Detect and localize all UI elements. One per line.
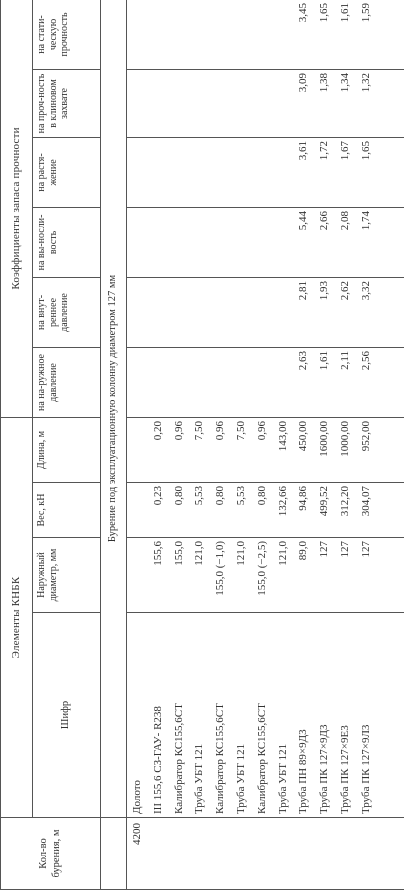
cell-wedge	[189, 73, 210, 134]
cell-weight: 304,07	[359, 486, 372, 517]
cell-inner	[210, 281, 231, 344]
cell-endurance	[273, 211, 294, 274]
cell-endurance	[127, 211, 148, 274]
cell-inner	[127, 281, 148, 344]
cell-static	[189, 3, 210, 66]
cell-outer	[231, 351, 252, 414]
cell-code: Труба УБТ 121	[234, 743, 247, 814]
cell-code: Калибратор КС155,6СТ	[255, 703, 268, 814]
cell-outer: 1,61	[318, 350, 331, 371]
header-static: на стати-ческую прочность	[33, 0, 101, 69]
cell-tension: 1,72	[318, 140, 331, 161]
cell-endurance: 1,74	[359, 210, 372, 231]
cell-length: 0,96	[214, 420, 227, 441]
cell-tension	[127, 141, 148, 204]
cell-outer: 2,56	[359, 350, 372, 371]
cell-outer	[148, 351, 169, 414]
cell-static	[127, 3, 148, 66]
header-inner-pressure: на внут-реннее давление	[33, 277, 101, 347]
cell-code: Калибратор КС155,6СТ	[172, 703, 185, 814]
cell-diameter: 121,0	[234, 541, 247, 566]
cell-code: Труба ПН 89×9Д3	[297, 729, 310, 814]
cell-diameter: 155,0 (−1,0)	[214, 541, 227, 596]
header-group-elements: Элементы КНБК	[1, 417, 33, 817]
header-outer-pressure: на на-ружное давление	[33, 347, 101, 417]
header-group-coefficients: Коэффициенты запаса прочности	[1, 0, 33, 417]
cell-length: 1600,00	[318, 420, 331, 457]
depth-value: 4200	[131, 823, 143, 845]
cell-tension	[252, 141, 273, 204]
cell-diameter: 127	[359, 541, 372, 558]
cell-length: 7,50	[193, 420, 206, 441]
cell-weight	[127, 486, 148, 534]
cell-tension: 1,65	[359, 140, 372, 161]
cell-static: 1,65	[318, 2, 331, 23]
cell-wedge	[210, 73, 231, 134]
cell-length: 7,50	[234, 420, 247, 441]
col-inner	[127, 277, 404, 347]
cell-outer	[210, 351, 231, 414]
cell-endurance	[252, 211, 273, 274]
header-code: Шифр	[33, 613, 101, 818]
cell-wedge	[169, 73, 190, 134]
cell-length	[127, 421, 148, 479]
cell-wedge	[148, 73, 169, 134]
cell-code: Труба УБТ 121	[276, 743, 289, 814]
header-length: Длина, м	[33, 417, 101, 482]
cell-code: Калибратор КС155,6СТ	[214, 703, 227, 814]
cell-endurance	[189, 211, 210, 274]
cell-weight: 5,53	[193, 486, 206, 506]
cell-tension: 3,61	[297, 140, 310, 161]
cell-static	[252, 3, 273, 66]
cell-weight: 0,80	[172, 486, 185, 506]
cell-code: III 155,6 СЗ-ГАУ- R238	[151, 706, 164, 814]
cell-wedge	[273, 73, 294, 134]
col-static	[127, 0, 404, 69]
cell-outer	[189, 351, 210, 414]
cell-wedge: 1,32	[359, 72, 372, 93]
cell-weight: 312,20	[338, 486, 351, 517]
header-wedge: на проч-ность в клиновом захвате	[33, 69, 101, 137]
col-endurance	[127, 207, 404, 277]
cell-length: 0,20	[151, 420, 164, 441]
cell-outer	[127, 351, 148, 414]
cell-static: 3,45	[297, 2, 310, 23]
cell-inner	[189, 281, 210, 344]
section-title: Бурение под эксплуатационную колонну диаметром 127 мм	[101, 0, 127, 818]
cell-inner	[148, 281, 169, 344]
cell-diameter	[127, 541, 148, 609]
cell-wedge	[252, 73, 273, 134]
cell-inner	[169, 281, 190, 344]
cell-wedge: 1,34	[338, 72, 351, 93]
cell-diameter: 121,0	[276, 541, 289, 566]
cell-endurance: 5,44	[297, 210, 310, 231]
cell-outer	[273, 351, 294, 414]
cell-tension	[273, 141, 294, 204]
cell-inner	[273, 281, 294, 344]
cell-tension	[169, 141, 190, 204]
cell-code: Труба ПК 127×9Е3	[338, 725, 351, 814]
cell-code: Труба ПК 127×9Л3	[359, 724, 372, 814]
cell-inner: 2,62	[338, 280, 351, 301]
col-weight	[127, 483, 404, 538]
cell-weight: 94,86	[297, 486, 310, 511]
cell-code: Труба УБТ 121	[193, 743, 206, 814]
cell-endurance: 2,08	[338, 210, 351, 231]
cell-wedge: 1,38	[318, 72, 331, 93]
cell-weight: 0,80	[214, 486, 227, 506]
col-tension	[127, 137, 404, 207]
cell-tension	[210, 141, 231, 204]
cell-endurance	[210, 211, 231, 274]
cell-weight: 0,80	[255, 486, 268, 506]
cell-length: 952,00	[359, 420, 372, 452]
cell-static	[210, 3, 231, 66]
cell-outer: 2,11	[338, 350, 351, 370]
cell-endurance: 2,66	[318, 210, 331, 231]
cell-diameter: 155,0 (−2,5)	[255, 541, 268, 596]
cell-tension	[189, 141, 210, 204]
cell-outer: 2,63	[297, 350, 310, 371]
cell-inner: 2,81	[297, 280, 310, 301]
cell-wedge	[127, 73, 148, 134]
depth-cell	[127, 818, 404, 890]
cell-static: 1,61	[338, 2, 351, 23]
cell-length: 0,96	[172, 420, 185, 441]
cell-tension	[148, 141, 169, 204]
col-diameter	[127, 538, 404, 613]
cell-diameter: 155,6	[151, 541, 164, 566]
cell-endurance	[169, 211, 190, 274]
cell-diameter: 127	[338, 541, 351, 558]
cell-diameter: 89,0	[297, 541, 310, 561]
header-diameter: Наружный диаметр, мм	[33, 538, 101, 613]
cell-inner	[231, 281, 252, 344]
cell-tension	[231, 141, 252, 204]
header-tension: на растя-жение	[33, 137, 101, 207]
cell-wedge	[231, 73, 252, 134]
cell-diameter: 155,0	[172, 541, 185, 566]
cell-wedge: 3,09	[297, 72, 310, 93]
cell-inner	[252, 281, 273, 344]
cell-outer	[252, 351, 273, 414]
col-outer	[127, 347, 404, 417]
cell-length: 143,00	[276, 420, 289, 452]
cell-code: Труба ПК 127×9Д3	[318, 724, 331, 814]
cell-length: 1000,00	[338, 420, 351, 457]
cell-length: 450,00	[297, 420, 310, 452]
cell-weight: 132,66	[276, 486, 289, 517]
col-code	[127, 613, 404, 818]
cell-inner: 1,93	[318, 280, 331, 301]
cell-static	[273, 3, 294, 66]
cell-static	[148, 3, 169, 66]
cell-weight: 0,23	[151, 486, 164, 506]
cell-endurance	[148, 211, 169, 274]
header-weight: Вес, кН	[33, 483, 101, 538]
cell-tension: 1,67	[338, 140, 351, 161]
cell-diameter: 127	[318, 541, 331, 558]
cell-weight: 5,53	[234, 486, 247, 506]
cell-static	[169, 3, 190, 66]
cell-outer	[169, 351, 190, 414]
header-endurance: на вы-носли-вость	[33, 207, 101, 277]
cell-weight: 499,52	[318, 486, 331, 517]
cell-code: Долото	[131, 780, 143, 814]
cell-static: 1,59	[359, 2, 372, 23]
cell-static	[231, 3, 252, 66]
col-length	[127, 417, 404, 482]
col-wedge	[127, 69, 404, 137]
cell-endurance	[231, 211, 252, 274]
cell-diameter: 121,0	[193, 541, 206, 566]
cell-length: 0,96	[255, 420, 268, 441]
header-depth: Кол-во бурения, м	[1, 818, 101, 890]
cell-inner: 3,32	[359, 280, 372, 301]
